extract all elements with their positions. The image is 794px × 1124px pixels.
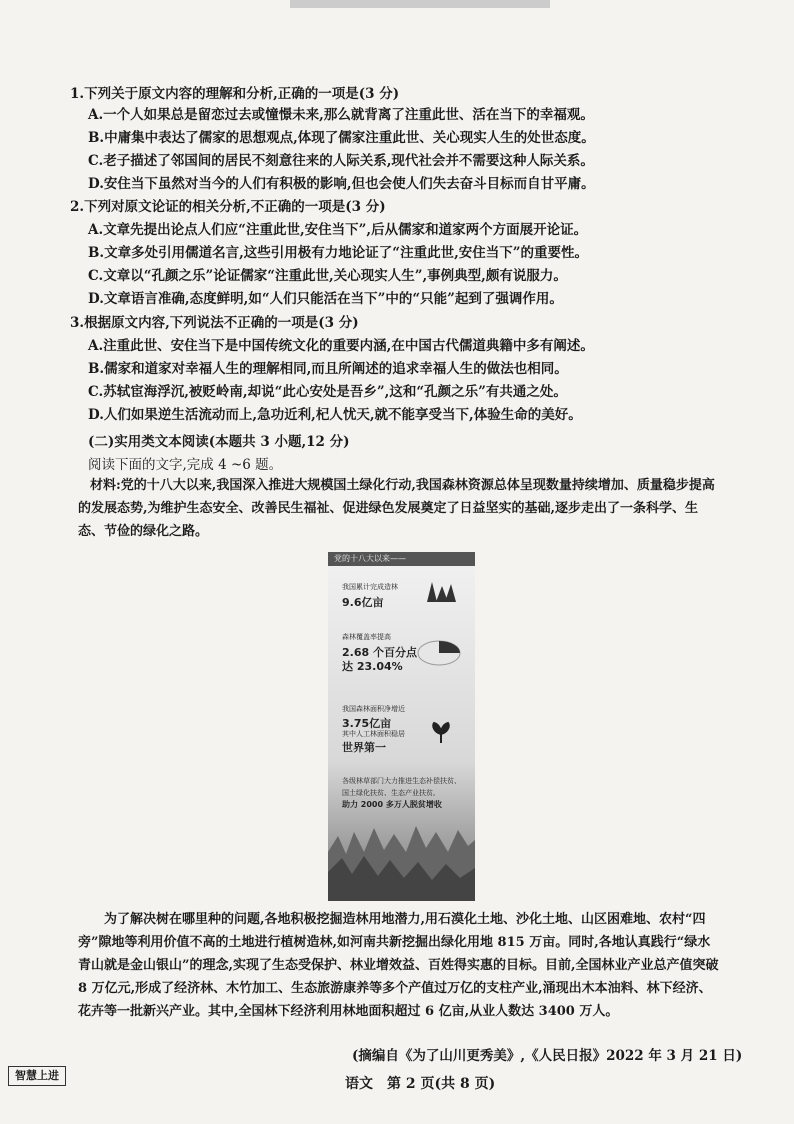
poverty-line-1: 各级林草部门大力推进生态补偿扶贫、 (342, 777, 461, 785)
plantation-rank: 世界第一 (342, 741, 386, 754)
question-3-option-d: D.人们如果逆生活流动而上,急功近利,杞人忧天,就不能享受当下,体验生命的美好。 (88, 407, 582, 423)
question-1-option-a: A.一个人如果总是留恋过去或憧憬未来,那么就背离了注重此世、活在当下的幸福观。 (88, 107, 594, 123)
question-2-option-a: A.文章先提出论点人们应“注重此世,安住当下”,后从儒家和道家两个方面展开论证。 (88, 222, 588, 238)
coverage-rate: 达 23.04% (342, 660, 403, 673)
coverage-pie-icon (416, 638, 462, 668)
question-3-stem: 3.根据原文内容,下列说法不正确的一项是(3 分) (70, 315, 359, 331)
question-2-option-c: C.文章以“孔颜之乐”论证儒家“注重此世,关心现实人生”,事例典型,颇有说服力。 (88, 268, 567, 284)
page-footer: 语文 第 2 页(共 8 页) (345, 1076, 496, 1092)
body-paragraph: 为了解决树在哪里种的问题,各地积极挖掘造林用地潜力,用石漠化土地、沙化土地、山区困难地、农村“四旁”隙地等利用价值不高的土地进行植树造林,如河南共新挖掘出绿化用地 815 万亩。同时,各地认真践行“绿水青山就是金山银山”的理念,实现了生态受保护、林业增效益、百姓得实惠的目标。目前,全国林业产业总产值突破 8 万亿元,形成了经济林、木竹加工、生态旅游康养等多个产值过万亿的支柱产业,涌现出木本油料、林下经济、花卉等一批新兴产业。其中,全国林下经济利用林地面积超过 6 亿亩,从业人数达 3400 万人。 (78, 912, 719, 1019)
section-title: (二)实用类文本阅读(本题共 3 小题,12 分) (88, 434, 350, 450)
question-2-option-b: B.文章多处引用儒道名言,这些引用极有力地论证了“注重此世,安住当下”的重要性。 (88, 245, 589, 261)
coverage-label: 森林覆盖率提高 (342, 633, 391, 641)
question-2-option-d: D.文章语言准确,态度鲜明,如“人们只能活在当下”中的“只能”起到了强调作用。 (88, 291, 563, 307)
question-3-option-a: A.注重此世、安住当下是中国传统文化的重要内涵,在中国古代儒道典籍中多有阐述。 (88, 338, 594, 354)
reading-instruction: 阅读下面的文字,完成 4 ~6 题。 (88, 457, 283, 473)
question-3-option-c: C.苏轼宦海浮沉,被贬岭南,却说“此心安处是吾乡”,这和“孔颜之乐”有共通之处。 (88, 384, 567, 400)
coverage-points: 2.68 个百分点 (342, 646, 417, 659)
question-1-option-b: B.中庸集中表达了儒家的思想观点,体现了儒家注重此世、关心现实人生的处世态度。 (88, 130, 595, 146)
forest-area-value: 3.75亿亩 (342, 717, 392, 730)
question-3-option-b: B.儒家和道家对幸福人生的理解相同,而且所阐述的追求幸福人生的做法也相同。 (88, 361, 568, 377)
material-paragraph: 材料:党的十八大以来,我国深入推进大规模国土绿化行动,我国森林资源总体呈现数量持续增加、质量稳步提高的发展态势,为维护生态安全、改善民生福祉、促进绿色发展奠定了日益坚实的基础,逐步走出了一条科学、生态、节俭的绿化之路。 (78, 478, 715, 539)
infographic-header: 党的十八大以来—— (328, 552, 475, 566)
forest-infographic (328, 552, 475, 901)
question-2-stem: 2.下列对原文论证的相关分析,不正确的一项是(3 分) (70, 199, 386, 215)
question-1-stem: 1.下列关于原文内容的理解和分析,正确的一项是(3 分) (70, 86, 400, 102)
afforestation-label: 我国累计完成造林 (342, 583, 398, 591)
poverty-line-2: 国土绿化扶贫、生态产业扶贫, (342, 789, 436, 797)
poverty-line-3: 助力 2000 多万人脱贫增收 (342, 800, 442, 809)
plant-icon (428, 720, 454, 744)
question-1-option-c: C.老子描述了邻国间的居民不刻意往来的人际关系,现代社会并不需要这种人际关系。 (88, 153, 594, 169)
forest-area-label: 我国森林面积净增近 (342, 705, 405, 713)
forest-silhouette (328, 822, 475, 901)
plantation-note: 其中人工林面积稳居 (342, 730, 405, 738)
question-1-option-d: D.安住当下虽然对当今的人们有积极的影响,但也会使人们失去奋斗目标而自甘平庸。 (88, 176, 595, 192)
scan-strip (290, 0, 550, 8)
source-citation: (摘编自《为了山川更秀美》,《人民日报》2022 年 3 月 21 日) (352, 1048, 743, 1064)
publisher-stamp: 智慧上进 (8, 1066, 66, 1086)
trees-icon (426, 580, 456, 606)
afforestation-value: 9.6亿亩 (342, 596, 384, 609)
